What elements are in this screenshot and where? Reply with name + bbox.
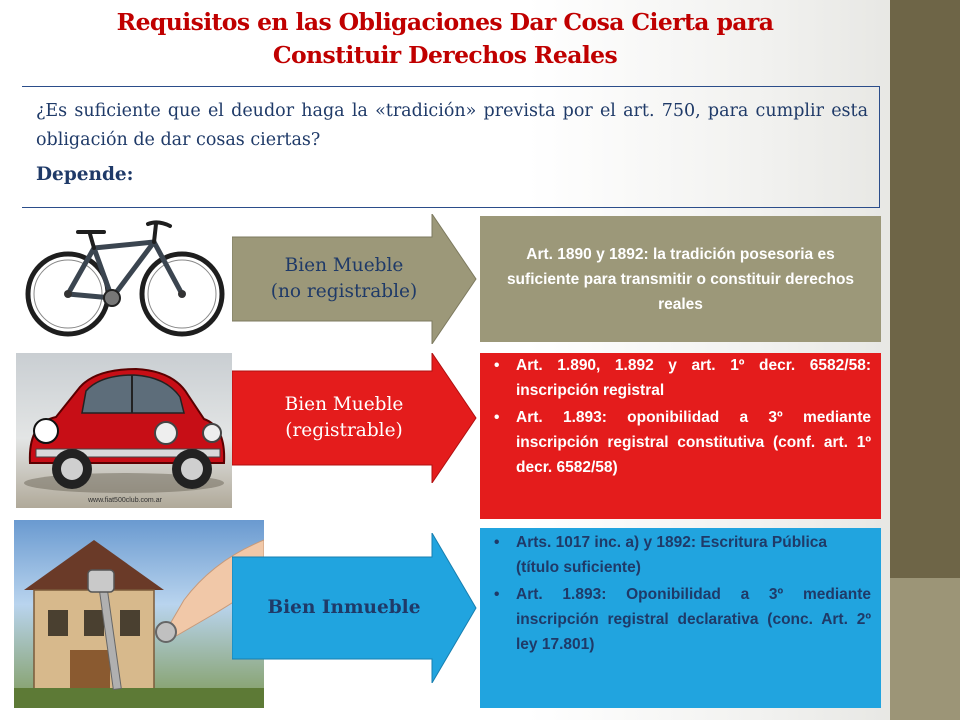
bullet-list [480,353,871,480]
panel-mueble-no-registrable [480,216,881,342]
bullet-text: Art. 1.890, 1.892 y art. 1º decr. 6582/58: inscripción registral [516,357,871,399]
bullet-text: Art. 1.893: Oponibilidad a 3º mediante inscripción registral declarativa (conc. Art. 2º ley 17.801) [516,586,871,653]
arrow-label [232,353,456,483]
car-watermark: www.fiat500club.com.ar [88,497,162,504]
panel-text: Art. 1890 y 1892: la tradición posesoria es suficiente para transmitir o constituir derechos reales [506,245,855,313]
bullet-item [480,353,871,403]
bullet-icon: • [494,534,500,551]
arrow-inmueble [232,533,480,663]
bullet-item [480,405,871,480]
sidebar-decoration-lower [890,578,960,720]
bullet-icon: • [494,409,500,426]
arrow-label [232,214,456,344]
bullet-icon: • [494,586,500,603]
bicycle-image [20,214,230,344]
arrow-label [232,533,456,683]
label-line-2: (no registrable) [270,281,418,302]
bullet-text: Art. 1.893: oponibilidad a 3º mediante inscripción registral constitutiva (conf. art. 1º decr. 6582/58) [516,409,871,476]
car-image [16,353,232,508]
panel-mueble-registrable [480,353,881,519]
depende-label: Depende: [36,164,144,199]
label-line-1: Bien Mueble [284,394,404,415]
bullet-item [480,530,871,580]
arrow-mueble-no-registrable [232,214,480,344]
label-line-1: Bien Mueble [284,255,404,276]
slide-title [60,6,830,72]
question-text: ¿Es suficiente que el deudor haga la «tradición» prevista por el art. 750, para cumplir esta obligación de dar cosas ciertas? [36,101,868,150]
label-line-1: Bien Inmueble [267,597,421,618]
house-image [14,520,264,708]
title-line-1: Requisitos en las Obligaciones Dar Cosa Cierta para [116,8,774,36]
title-line-2: Constituir Derechos Reales [272,41,618,69]
panel-inmueble [480,528,881,708]
bullet-item [480,582,871,657]
bullet-text: Arts. 1017 inc. a) y 1892: Escritura Pública (título suficiente) [516,534,828,576]
arrow-mueble-registrable [232,353,480,483]
bullet-list [480,530,871,657]
label-line-2: (registrable) [285,420,403,441]
bullet-icon: • [494,357,500,374]
